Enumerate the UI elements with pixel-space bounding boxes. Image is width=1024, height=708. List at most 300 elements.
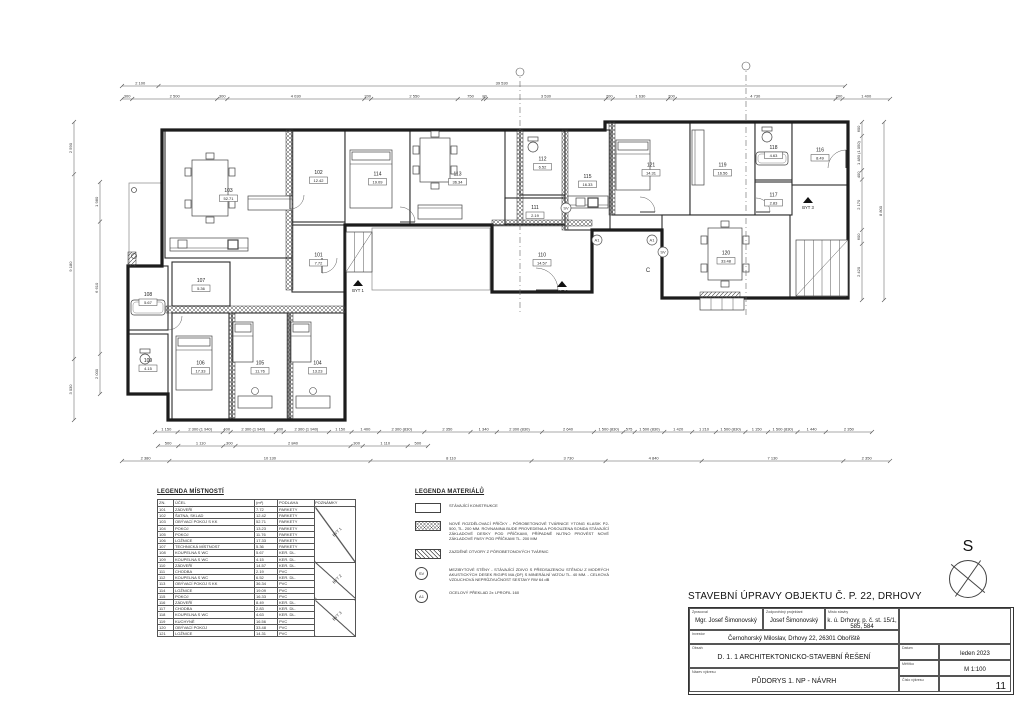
- dim-text: 4 030: [290, 93, 301, 99]
- author-cell-label: Zpracoval: [692, 610, 708, 614]
- room-cell: 103: [158, 519, 174, 525]
- room-cell: OBÝVACÍ POKOJ: [174, 624, 255, 630]
- dim-text: 2 300 (830): [509, 426, 530, 432]
- room-cell: 109: [158, 556, 174, 562]
- room-cell: ZÁDVEŘÍ: [174, 562, 255, 568]
- room-cell: 102: [158, 513, 174, 519]
- sofa: [248, 196, 292, 210]
- chair: [413, 146, 419, 154]
- room-cell: 36.34: [255, 581, 278, 587]
- room-cell: CHODBA: [174, 569, 255, 575]
- dim-text: 500: [164, 440, 172, 446]
- dim-text: 300: [218, 93, 226, 99]
- room-number: 106: [196, 360, 205, 367]
- room-area: 2.83: [769, 200, 778, 206]
- room-cell: PARKETY: [278, 513, 315, 519]
- dim-text: 8 800: [878, 205, 883, 217]
- room-cell: ZÁDVEŘÍ: [174, 507, 255, 513]
- dim-text: 2 840: [287, 440, 299, 446]
- column-header: (m²): [255, 500, 278, 507]
- empty-cell: [899, 608, 1011, 644]
- date-value-cell: [939, 644, 1011, 660]
- room-cell: PVC: [278, 593, 315, 599]
- apartment-group-cell: [315, 507, 356, 563]
- chair: [721, 221, 729, 227]
- room-area: 7.72: [314, 260, 323, 266]
- room-cell: PARKETY: [278, 538, 315, 544]
- room-cell: KUCHYNĚ: [174, 618, 255, 624]
- room-cell: 117: [158, 606, 174, 612]
- kitchen-counter: [692, 130, 704, 185]
- room-cell: 4.15: [255, 556, 278, 562]
- room-110: [492, 225, 592, 292]
- room-cell: KOUPELNA S WC: [174, 575, 255, 581]
- entrance-arrow-icon: [803, 197, 813, 203]
- dim-text: 1 500 (830): [639, 426, 660, 432]
- dim-text: 2 000: [94, 368, 99, 379]
- room-table-header: [158, 500, 356, 507]
- room-area: 14.57: [536, 260, 548, 266]
- dim-text: 1 500 (830): [772, 426, 793, 432]
- dim-text: 2 100: [135, 80, 146, 86]
- drawing-name-cell-label: Název výkresu: [692, 670, 716, 674]
- new-partition-wall: [166, 306, 345, 313]
- room-cell: 4.63: [255, 612, 278, 618]
- dim-text: 2 380: [140, 455, 151, 461]
- room-number: 119: [718, 162, 727, 169]
- site-cell-value: k. ú. Drhovy, p. č. st. 15/1, 585, 584: [827, 618, 897, 630]
- room-area: 2.19: [531, 213, 539, 218]
- site-cell-label: Místo stavby: [828, 610, 849, 614]
- bricked-opening: [128, 252, 136, 266]
- room-cell: KER. DL.: [278, 575, 315, 581]
- dim-text: 400: [223, 426, 231, 432]
- room-cell: 114: [158, 587, 174, 593]
- toilet-tank: [140, 349, 150, 353]
- room-cell: TECHNICKÁ MÍSTNOST: [174, 544, 255, 550]
- room-area: 33.48: [720, 258, 732, 264]
- room-cell: PARKETY: [278, 544, 315, 550]
- room-cell: KER. DL.: [278, 600, 315, 606]
- dim-text: 1 500 (830): [598, 426, 619, 432]
- author-cell-value: Mgr. Josef Šimonovský: [695, 618, 757, 624]
- entrance-label: BYT 1: [352, 288, 364, 293]
- scale-label-cell-label: Měřítko: [902, 662, 914, 666]
- room-area: 17.33: [195, 368, 206, 374]
- apartment-group-label: BYT 1: [331, 525, 343, 538]
- pillow: [293, 324, 309, 332]
- dim-text: 2 420: [856, 266, 861, 277]
- room-cell: 13.23: [255, 525, 278, 531]
- room-area: 4.63: [769, 153, 778, 158]
- room-number: 103: [224, 188, 233, 194]
- room-cell: 115: [158, 593, 174, 599]
- room-number: 107: [196, 278, 206, 284]
- chair: [431, 183, 439, 189]
- content-cell-label: Obsah: [692, 646, 703, 650]
- investor-cell-label: Investor: [692, 632, 705, 636]
- axis-bubble: [742, 62, 750, 70]
- sink: [178, 240, 187, 248]
- date-label-cell-label: Datum: [902, 646, 913, 650]
- room-cell: 105: [158, 531, 174, 537]
- room-cell: 113: [158, 581, 174, 587]
- material-legend-items: [415, 503, 615, 603]
- material-item: [415, 567, 615, 582]
- room-number: 121: [646, 162, 656, 169]
- chair: [721, 281, 729, 287]
- dim-text: 1 630: [635, 93, 646, 99]
- date-value-cell-value: leden 2023: [960, 651, 990, 658]
- dim-text: 3 030: [68, 384, 73, 395]
- room-area: 8.49: [816, 155, 824, 161]
- room-102: [292, 130, 345, 222]
- dim-text: 2 300 (1 940): [241, 426, 266, 432]
- chair: [701, 264, 707, 272]
- room-cell: PVC: [278, 631, 315, 637]
- dim-text: 2 350: [843, 426, 854, 432]
- dim-text: 9 180: [68, 261, 73, 272]
- column-header: ÚČEL: [174, 500, 255, 507]
- room-cell: 33.48: [255, 624, 278, 630]
- room-cell: POKOJ: [174, 593, 255, 599]
- dim-text: 1 500 (830): [720, 426, 741, 432]
- room-cell: 104: [158, 525, 174, 531]
- north-letter: S: [962, 538, 974, 555]
- room-cell: PARKETY: [278, 531, 315, 537]
- room-109: [128, 334, 168, 394]
- material-item-text: OCELOVÝ PŘEKLAD 2x I-PROFIL 160: [449, 590, 520, 595]
- room-area: 16.56: [717, 170, 728, 176]
- dim-text: 200: [668, 93, 675, 99]
- column-header: POZNÁMKY: [315, 500, 356, 507]
- room-cell: 17.33: [255, 538, 278, 544]
- title-block: [688, 607, 1014, 695]
- dim-text: 1 110: [195, 440, 206, 446]
- room-cell: 2.83: [255, 606, 278, 612]
- material-item: [415, 503, 615, 513]
- room-row: [158, 507, 356, 513]
- material-item-text: STÁVAJÍCÍ KONSTRUKCE: [449, 503, 498, 508]
- sheet-number-value-cell: [939, 676, 1011, 692]
- sheet-number-value-cell-value: 11: [995, 681, 1006, 693]
- dim-text: 300: [353, 440, 360, 446]
- dim-text: 2 550: [409, 93, 420, 99]
- dim-text: 3 530: [540, 93, 551, 99]
- dim-text: 1 420: [673, 426, 684, 432]
- scale-value-cell-value: M 1:100: [964, 667, 986, 674]
- room-cell: KER. DL.: [278, 612, 315, 618]
- porch-outline: [372, 228, 490, 290]
- material-item-text: MEZIBYTOVÉ STĚNY - STÁVAJÍCÍ ZDIVO S PŘEDSAZENOU STĚNOU Z MODRÝCH AKUSTICKÝCH DESEK RIGIPS MA (DF) S MINERÁLNÍ VATOU TL. 40 MM. - CELKOVÁ VZDUCHOVÁ NEPRŮZVUČNOST SESTAVY RW 64 dB: [449, 567, 609, 582]
- room-cell: 118: [158, 612, 174, 618]
- room-cell: 52.71: [255, 519, 278, 525]
- room-area: 16.33: [582, 182, 593, 187]
- reference-label: A1: [649, 237, 655, 243]
- scale-value-cell: [939, 660, 1011, 676]
- designer-cell: [763, 608, 825, 630]
- stove: [228, 240, 238, 249]
- room-cell: LOŽNICE: [174, 538, 255, 544]
- dim-text: 2 590: [68, 143, 73, 154]
- stove: [588, 198, 598, 207]
- dim-text: 2 500: [169, 93, 180, 99]
- room-area: 4.15: [144, 366, 152, 371]
- column-header: ZN.: [158, 500, 174, 507]
- material-item-text: ZAZDĚNÉ OTVORY Z PÓROBETONOVÝCH TVÁRNIC: [449, 549, 549, 554]
- dim-text: 80: [482, 93, 487, 99]
- room-cell: KOUPELNA S WC: [174, 612, 255, 618]
- room-number: 114: [373, 171, 382, 178]
- reference-label: SV: [563, 205, 569, 211]
- dim-text: 2 300 (1 940): [294, 426, 319, 432]
- room-row: [158, 562, 356, 568]
- room-legend-table: [157, 499, 356, 637]
- author-cell: [689, 608, 763, 630]
- room-area: 6.52: [538, 164, 547, 170]
- room-cell: ŠATNA, SKLAD: [174, 513, 255, 519]
- room-cell: 101: [158, 507, 174, 513]
- room-cell: PVC: [278, 587, 315, 593]
- room-cell: LOŽNICE: [174, 631, 255, 637]
- dim-text: 200: [364, 93, 372, 99]
- pillow: [352, 152, 390, 160]
- dim-text: 750: [467, 93, 474, 99]
- room-cell: 112: [158, 575, 174, 581]
- room-cell: PARKETY: [278, 525, 315, 531]
- room-cell: PVC: [278, 624, 315, 630]
- content-cell-value: D. 1. 1 ARCHITEKTONICKO-STAVEBNÍ ŘEŠENÍ: [717, 653, 871, 661]
- sheet-number-label-cell: [899, 676, 939, 692]
- chair: [701, 236, 707, 244]
- room-cell: 108: [158, 550, 174, 556]
- room-cell: PARKETY: [278, 507, 315, 513]
- room-area: 13.23: [312, 368, 323, 374]
- room-cell: LOŽNICE: [174, 587, 255, 593]
- room-cell: KER. DL.: [278, 606, 315, 612]
- dim-text: 200: [605, 93, 613, 99]
- room-area: 52.71: [223, 196, 234, 201]
- room-cell: 119: [158, 618, 174, 624]
- sheet-number-label-cell-label: Číslo výkresu: [902, 678, 924, 682]
- room-cell: PVC: [278, 581, 315, 587]
- room-cell: OBÝVACÍ POKOJ S KK: [174, 519, 255, 525]
- a1-symbol-icon: A1: [415, 590, 428, 603]
- chair: [185, 200, 191, 208]
- sink: [576, 198, 585, 206]
- room-cell: 11.76: [255, 531, 278, 537]
- designer-cell-value: Josef Šimonovský: [769, 618, 819, 624]
- room-number: 115: [583, 174, 592, 180]
- room-cell: 107: [158, 544, 174, 550]
- dim-text: 1 440: [806, 426, 817, 432]
- desk: [238, 396, 272, 408]
- dim-text: 300: [226, 440, 233, 446]
- dim-text: 4 730: [750, 93, 761, 99]
- room-number: 112: [538, 156, 547, 163]
- dim-text: 10 130: [263, 455, 276, 461]
- designer-cell-label: Zodpovědný projektant: [766, 610, 803, 614]
- dim-text: 1 480 (1 050): [856, 141, 861, 165]
- dim-text: 500: [414, 440, 422, 446]
- room-118: [755, 122, 792, 180]
- dim-text: 1 340: [478, 426, 489, 432]
- pillow: [618, 142, 648, 150]
- dim-text: 3 730: [563, 455, 574, 461]
- dim-text: 1 400: [360, 426, 371, 432]
- material-item: [415, 521, 615, 541]
- apartment-group-cell: [315, 600, 356, 637]
- pillow: [178, 338, 210, 346]
- apartment-group-label: BYT 3: [331, 610, 343, 622]
- sheet-title: STAVEBNÍ ÚPRAVY OBJEKTU Č. P. 22, DRHOVY: [688, 591, 922, 602]
- room-area: 12.42: [313, 178, 324, 183]
- material-legend: [415, 489, 615, 603]
- table: [192, 160, 228, 216]
- pillow: [235, 324, 251, 332]
- room-cell: 16.56: [255, 618, 278, 624]
- reference-label: SV: [660, 249, 666, 255]
- room-cell: 12.42: [255, 513, 278, 519]
- room-cell: 5.36: [255, 544, 278, 550]
- room-area: 5.36: [197, 286, 205, 291]
- investor-cell: [689, 630, 899, 644]
- scale-label-cell: [899, 660, 939, 676]
- site-cell: [825, 608, 899, 630]
- reference-label: A1: [594, 237, 600, 243]
- dim-text: 1 980: [94, 196, 99, 207]
- room-cell: KER. DL.: [278, 550, 315, 556]
- room-number: 111: [531, 205, 539, 211]
- dim-text: 1 110: [380, 440, 391, 446]
- entrance-label: BYT 3: [802, 205, 814, 210]
- room-108: [128, 266, 168, 330]
- chair: [229, 168, 235, 176]
- room-cell: 14.57: [255, 562, 278, 568]
- room-cell: PVC: [278, 569, 315, 575]
- room-cell: KOUPELNA S WC: [174, 556, 255, 562]
- new-partition-wall: [609, 122, 615, 215]
- chair: [413, 166, 419, 174]
- date-label-cell: [899, 644, 939, 660]
- chair: [185, 168, 191, 176]
- room-cell: 7.72: [255, 507, 278, 513]
- room-number: 104: [313, 360, 322, 367]
- material-item: [415, 590, 615, 603]
- dim-text: 200: [835, 93, 843, 99]
- dim-text: 1 150: [751, 426, 762, 432]
- dim-text: 600: [856, 233, 861, 241]
- room-number: 102: [314, 170, 323, 176]
- room-cell: 19.09: [255, 587, 278, 593]
- chair: [206, 153, 214, 159]
- apartment-group-label: BYT 2: [331, 573, 343, 585]
- north-arrow: [938, 538, 998, 610]
- dim-text: 400: [856, 171, 861, 179]
- room-number: 105: [255, 360, 265, 367]
- room-115: [565, 130, 610, 230]
- dim-text: 1 150: [161, 426, 172, 432]
- room-row: [158, 600, 356, 606]
- room-cell: 111: [158, 569, 174, 575]
- room-cell: 6.52: [255, 575, 278, 581]
- room-cell: KER. DL.: [278, 556, 315, 562]
- entrance-label: BYT 2: [556, 289, 568, 294]
- room-cell: OBÝVACÍ POKOJ S KK: [174, 581, 255, 587]
- entrance-arrow-icon: [353, 280, 363, 286]
- room-number: 101: [314, 252, 323, 259]
- room-cell: KOUPELNA S WC: [174, 550, 255, 556]
- investor-cell-value: Černohorský Miloslav, Drhovy 22, 26301 Obořiště: [728, 636, 860, 643]
- room-107: [172, 262, 230, 306]
- room-cell: 14.31: [255, 631, 278, 637]
- dim-text: 2 640: [562, 426, 574, 432]
- room-cell: 16.33: [255, 593, 278, 599]
- dim-text: 2 170: [856, 199, 861, 210]
- room-number: 110: [538, 252, 546, 259]
- room-number: 108: [143, 292, 153, 298]
- room-cell: 106: [158, 538, 174, 544]
- room-cell: 110: [158, 562, 174, 568]
- sofa: [418, 205, 462, 219]
- room-cell: POKOJ: [174, 531, 255, 537]
- section-label: C: [645, 268, 651, 274]
- toilet-tank: [762, 127, 772, 131]
- table: [420, 138, 450, 182]
- dim-text: 2 300 (1 940): [188, 426, 213, 432]
- diagonal-swatch-icon: [415, 549, 441, 559]
- chair: [431, 131, 439, 137]
- room-area: 19.09: [372, 179, 383, 185]
- sv-symbol-icon: SV: [415, 567, 428, 580]
- drawing-name-cell: [689, 668, 899, 692]
- room-116: [792, 122, 848, 185]
- room-legend: [157, 489, 357, 637]
- room-cell: 120: [158, 624, 174, 630]
- dim-text: 2 350: [442, 426, 453, 432]
- room-cell: 5.67: [255, 550, 278, 556]
- room-cell: 8.49: [255, 600, 278, 606]
- porch-post: [132, 188, 137, 193]
- column-header: PODLAHA: [278, 500, 315, 507]
- content-cell: [689, 644, 899, 668]
- dim-text: 4 840: [648, 455, 659, 461]
- dim-text: 600: [856, 125, 861, 133]
- room-number: 116: [816, 147, 824, 154]
- dim-text: 400: [276, 426, 284, 432]
- room-number: 120: [721, 250, 731, 257]
- drawing-name-cell-value: PŮDORYS 1. NP - NÁVRH: [751, 677, 837, 685]
- room-cell: POKOJ: [174, 525, 255, 531]
- room-area: 5.67: [144, 300, 152, 305]
- plain-swatch-icon: [415, 503, 441, 513]
- room-area: 11.76: [255, 368, 265, 374]
- dim-text: 2 350: [861, 455, 872, 461]
- room-number: 109: [143, 358, 153, 364]
- room-cell: PARKETY: [278, 519, 315, 525]
- dim-text: 300: [123, 93, 131, 99]
- room-cell: CHODBA: [174, 606, 255, 612]
- room-112: [520, 130, 565, 195]
- room-cell: ZÁDVEŘÍ: [174, 600, 255, 606]
- toilet-tank: [528, 137, 538, 141]
- room-number: 118: [769, 145, 778, 151]
- room-legend-title: LEGENDA MÍSTNOSTÍ: [157, 489, 224, 495]
- dim-text: 575: [625, 426, 633, 432]
- dim-text: 39 530: [495, 80, 508, 86]
- apartment-group-cell: [315, 562, 356, 599]
- room-cell: PVC: [278, 618, 315, 624]
